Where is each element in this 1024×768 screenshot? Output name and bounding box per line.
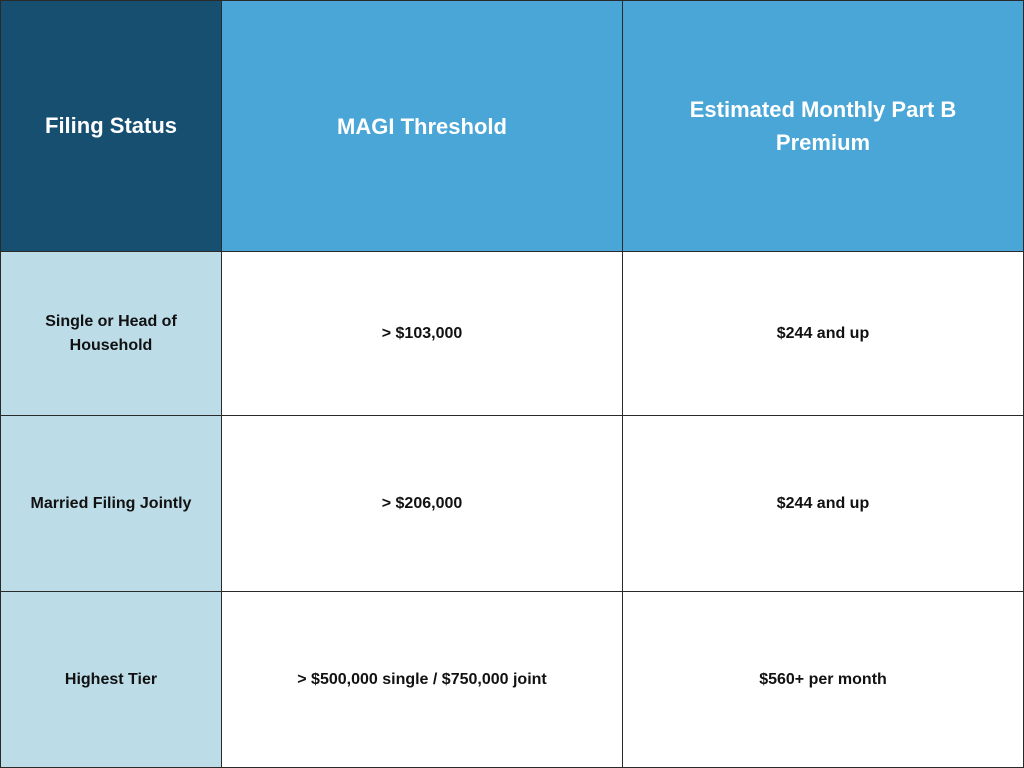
table-cell-magi <box>222 416 623 592</box>
header-magi-threshold <box>222 0 623 252</box>
header-premium-label: Estimated Monthly Part B Premium <box>689 97 957 155</box>
row-label-married <box>0 416 222 592</box>
row-label-single <box>0 252 222 416</box>
magi-value: > $500,000 single / $750,000 joint <box>297 670 547 688</box>
table-cell-premium <box>623 416 1024 592</box>
row-label-text: Single or Head of Household <box>45 312 177 354</box>
premium-value: $244 and up <box>776 494 870 512</box>
table-cell-magi <box>222 252 623 416</box>
table-cell-premium <box>623 592 1024 768</box>
header-premium <box>623 0 1024 252</box>
row-label-highest <box>0 592 222 768</box>
premium-value: $560+ per month <box>759 670 887 688</box>
header-magi-threshold-label: MAGI Threshold <box>337 113 507 139</box>
header-filing-status-label: Filing Status <box>45 113 177 138</box>
row-label-text: Highest Tier <box>64 670 158 688</box>
row-label-text: Married Filing Jointly <box>30 494 192 512</box>
magi-value: > $103,000 <box>381 324 463 342</box>
table-cell-magi <box>222 592 623 768</box>
premium-value: $244 and up <box>776 324 870 342</box>
table-cell-premium <box>623 252 1024 416</box>
magi-value: > $206,000 <box>381 494 463 512</box>
header-filing-status <box>0 0 222 252</box>
